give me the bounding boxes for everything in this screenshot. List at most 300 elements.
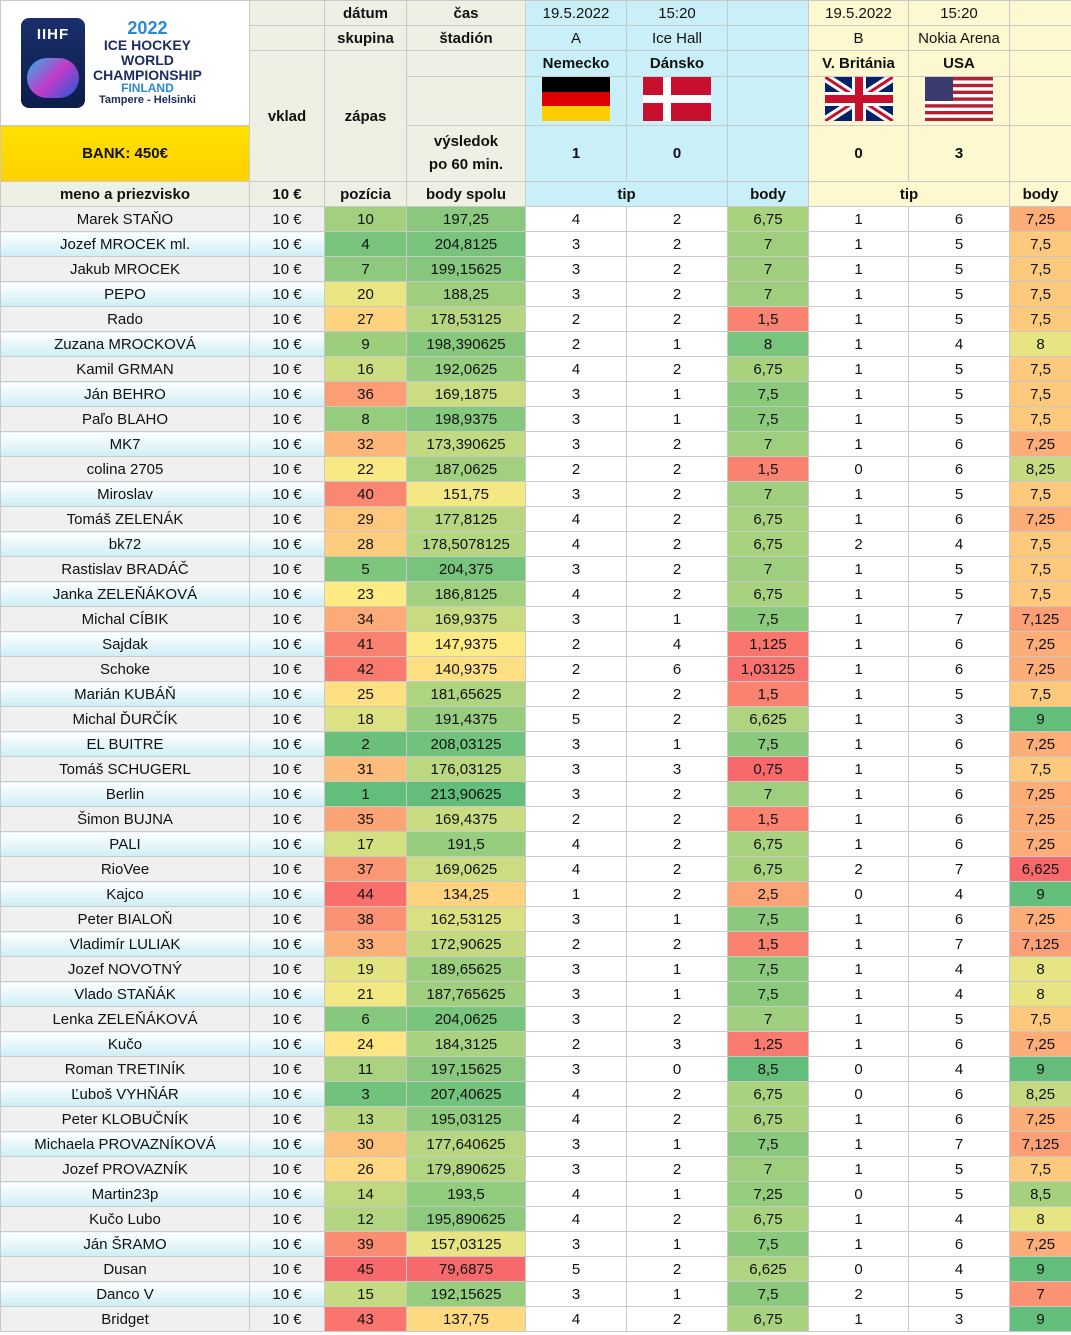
tip-match1-home: 3 xyxy=(526,282,627,307)
tip-match1-away: 2 xyxy=(627,207,728,232)
tip-match1-home: 3 xyxy=(526,957,627,982)
tip-match2-home: 1 xyxy=(809,407,909,432)
tip-match1-home: 3 xyxy=(526,982,627,1007)
tip-match2-away: 6 xyxy=(909,432,1010,457)
bank-total: BANK: 450€ xyxy=(1,126,250,182)
tip-match1-home: 2 xyxy=(526,682,627,707)
usa-flag-icon xyxy=(925,77,993,121)
points-match1: 6,75 xyxy=(728,1207,809,1232)
player-position: 10 xyxy=(325,207,407,232)
tip-match1-home: 2 xyxy=(526,932,627,957)
tip-match2-away: 6 xyxy=(909,657,1010,682)
player-total-points: 151,75 xyxy=(407,482,526,507)
tip-match2-away: 3 xyxy=(909,707,1010,732)
player-stake: 10 € xyxy=(250,707,325,732)
table-row xyxy=(1,782,1071,807)
points-match2: 7,25 xyxy=(1010,657,1071,682)
points-match2: 7,25 xyxy=(1010,782,1071,807)
tip-match2-home: 2 xyxy=(809,532,909,557)
player-name: Jozef PROVAZNÍK xyxy=(1,1157,250,1182)
points-match2: 7,25 xyxy=(1010,1232,1071,1257)
player-position: 17 xyxy=(325,832,407,857)
points-match1: 7 xyxy=(728,282,809,307)
logo-cities: Tampere - Helsinki xyxy=(98,94,196,106)
points-match2: 7,25 xyxy=(1010,807,1071,832)
tip-match1-away: 2 xyxy=(627,932,728,957)
tip-match1-away: 1 xyxy=(627,407,728,432)
tip-match1-away: 2 xyxy=(627,357,728,382)
points-match1: 6,75 xyxy=(728,357,809,382)
empty-cell xyxy=(728,126,809,182)
tip-match2-home: 0 xyxy=(809,1057,909,1082)
points-match2: 7,5 xyxy=(1010,407,1071,432)
table-row xyxy=(1,1182,1071,1207)
tip-match1-home: 3 xyxy=(526,607,627,632)
uk-flag-icon xyxy=(825,77,893,121)
points-match1: 7,5 xyxy=(728,907,809,932)
match1-date: 19.5.2022 xyxy=(526,1,627,26)
points-match2: 7,25 xyxy=(1010,1032,1071,1057)
denmark-flag-cell xyxy=(627,77,728,126)
tip-match2-home: 1 xyxy=(809,907,909,932)
tip-match1-home: 3 xyxy=(526,1157,627,1182)
player-stake: 10 € xyxy=(250,357,325,382)
tip-match1-home: 3 xyxy=(526,1007,627,1032)
player-stake: 10 € xyxy=(250,657,325,682)
player-name: MK7 xyxy=(1,432,250,457)
empty-cell xyxy=(1010,77,1071,126)
tip-match1-home: 3 xyxy=(526,232,627,257)
points-match1: 7,5 xyxy=(728,1232,809,1257)
player-stake: 10 € xyxy=(250,1282,325,1307)
player-position: 40 xyxy=(325,482,407,507)
player-total-points: 195,890625 xyxy=(407,1207,526,1232)
tip-match1-away: 2 xyxy=(627,507,728,532)
table-row xyxy=(1,1132,1071,1157)
player-stake: 10 € xyxy=(250,632,325,657)
points-match2: 7,5 xyxy=(1010,757,1071,782)
player-total-points: 169,4375 xyxy=(407,807,526,832)
tip-match2-away: 6 xyxy=(909,207,1010,232)
player-name: Vlado STAŇÁK xyxy=(1,982,250,1007)
empty-cell xyxy=(728,77,809,126)
player-position: 44 xyxy=(325,882,407,907)
table-row xyxy=(1,1282,1071,1307)
table-row xyxy=(1,207,1071,232)
empty-cell xyxy=(728,1,809,26)
match1-home-team: Nemecko xyxy=(526,51,627,77)
player-name: Šimon BUJNA xyxy=(1,807,250,832)
player-total-points: 177,640625 xyxy=(407,1132,526,1157)
tip-match1-home: 4 xyxy=(526,1107,627,1132)
tip-match1-away: 2 xyxy=(627,1107,728,1132)
points-match1: 7,25 xyxy=(728,1182,809,1207)
player-name: Kajco xyxy=(1,882,250,907)
table-row xyxy=(1,482,1071,507)
player-position: 41 xyxy=(325,632,407,657)
column-body-spolu: body spolu xyxy=(407,182,526,207)
match2-home-score: 0 xyxy=(809,126,909,182)
tip-match1-away: 2 xyxy=(627,257,728,282)
player-stake: 10 € xyxy=(250,932,325,957)
player-name: Marek STAŇO xyxy=(1,207,250,232)
player-total-points: 179,890625 xyxy=(407,1157,526,1182)
player-name: Tomáš ZELENÁK xyxy=(1,507,250,532)
player-name: Vladimír LULIAK xyxy=(1,932,250,957)
iihf-badge-icon xyxy=(21,18,85,108)
player-stake: 10 € xyxy=(250,957,325,982)
tip-match2-home: 1 xyxy=(809,1132,909,1157)
points-match1: 1,03125 xyxy=(728,657,809,682)
tip-match1-home: 2 xyxy=(526,307,627,332)
tip-match1-away: 3 xyxy=(627,1032,728,1057)
table-row xyxy=(1,407,1071,432)
player-total-points: 181,65625 xyxy=(407,682,526,707)
tip-match1-home: 5 xyxy=(526,1257,627,1282)
empty-cell xyxy=(407,51,526,77)
points-match2: 7,5 xyxy=(1010,532,1071,557)
match2-away-score: 3 xyxy=(909,126,1010,182)
tip-match1-away: 2 xyxy=(627,857,728,882)
player-stake: 10 € xyxy=(250,1157,325,1182)
tip-match1-away: 2 xyxy=(627,782,728,807)
player-position: 37 xyxy=(325,857,407,882)
tip-match1-home: 2 xyxy=(526,457,627,482)
match2-home-team: V. Británia xyxy=(809,51,909,77)
match1-home-score: 1 xyxy=(526,126,627,182)
points-match1: 6,75 xyxy=(728,832,809,857)
tip-match2-away: 6 xyxy=(909,1082,1010,1107)
points-match1: 7,5 xyxy=(728,1132,809,1157)
player-name: RioVee xyxy=(1,857,250,882)
player-position: 18 xyxy=(325,707,407,732)
empty-cell xyxy=(250,1,325,26)
tip-match2-home: 0 xyxy=(809,457,909,482)
player-total-points: 147,9375 xyxy=(407,632,526,657)
points-match1: 6,75 xyxy=(728,582,809,607)
tip-match2-home: 1 xyxy=(809,432,909,457)
points-match1: 1,25 xyxy=(728,1032,809,1057)
player-position: 24 xyxy=(325,1032,407,1057)
points-match1: 1,5 xyxy=(728,457,809,482)
tip-match2-away: 5 xyxy=(909,1157,1010,1182)
table-row xyxy=(1,307,1071,332)
player-stake: 10 € xyxy=(250,557,325,582)
tip-match2-away: 7 xyxy=(909,1132,1010,1157)
points-match2: 7,5 xyxy=(1010,482,1071,507)
table-row xyxy=(1,957,1071,982)
tip-match2-home: 0 xyxy=(809,1082,909,1107)
points-match1: 7,5 xyxy=(728,732,809,757)
points-match1: 7 xyxy=(728,782,809,807)
player-name: Jakub MROCEK xyxy=(1,257,250,282)
player-stake: 10 € xyxy=(250,507,325,532)
tip-match2-home: 1 xyxy=(809,1157,909,1182)
player-position: 12 xyxy=(325,1207,407,1232)
player-stake: 10 € xyxy=(250,732,325,757)
table-row xyxy=(1,1057,1071,1082)
tip-match1-away: 1 xyxy=(627,607,728,632)
player-stake: 10 € xyxy=(250,832,325,857)
points-match2: 7,5 xyxy=(1010,1007,1071,1032)
tip-match1-away: 1 xyxy=(627,332,728,357)
player-position: 6 xyxy=(325,1007,407,1032)
tip-match2-home: 0 xyxy=(809,882,909,907)
tip-match1-away: 2 xyxy=(627,457,728,482)
tip-match2-home: 1 xyxy=(809,332,909,357)
player-position: 34 xyxy=(325,607,407,632)
points-match2: 7,125 xyxy=(1010,932,1071,957)
player-stake: 10 € xyxy=(250,807,325,832)
tip-match1-home: 3 xyxy=(526,1057,627,1082)
player-name: Rado xyxy=(1,307,250,332)
points-match1: 7 xyxy=(728,557,809,582)
tip-match2-away: 6 xyxy=(909,907,1010,932)
tip-match1-home: 4 xyxy=(526,1182,627,1207)
table-row xyxy=(1,1157,1071,1182)
points-match2: 7,25 xyxy=(1010,1107,1071,1132)
player-name: Dusan xyxy=(1,1257,250,1282)
player-stake: 10 € xyxy=(250,257,325,282)
points-match1: 0,75 xyxy=(728,757,809,782)
tip-match2-away: 5 xyxy=(909,282,1010,307)
tip-match1-home: 3 xyxy=(526,1282,627,1307)
player-name: Rastislav BRADÁČ xyxy=(1,557,250,582)
player-total-points: 169,1875 xyxy=(407,382,526,407)
player-total-points: 199,15625 xyxy=(407,257,526,282)
tip-match2-away: 7 xyxy=(909,932,1010,957)
tip-match2-away: 6 xyxy=(909,832,1010,857)
player-name: Danco V xyxy=(1,1282,250,1307)
points-match1: 1,5 xyxy=(728,807,809,832)
player-stake: 10 € xyxy=(250,757,325,782)
player-stake: 10 € xyxy=(250,857,325,882)
player-stake: 10 € xyxy=(250,682,325,707)
tip-match1-home: 4 xyxy=(526,582,627,607)
player-stake: 10 € xyxy=(250,207,325,232)
player-total-points: 198,9375 xyxy=(407,407,526,432)
player-stake: 10 € xyxy=(250,432,325,457)
player-name: colina 2705 xyxy=(1,457,250,482)
table-row xyxy=(1,1107,1071,1132)
player-stake: 10 € xyxy=(250,307,325,332)
player-position: 14 xyxy=(325,1182,407,1207)
player-name: Janka ZELEŇÁKOVÁ xyxy=(1,582,250,607)
tip-match1-home: 4 xyxy=(526,1207,627,1232)
points-match2: 8,25 xyxy=(1010,1082,1071,1107)
player-name: Schoke xyxy=(1,657,250,682)
tip-match2-home: 1 xyxy=(809,307,909,332)
tip-match2-home: 1 xyxy=(809,757,909,782)
player-total-points: 193,5 xyxy=(407,1182,526,1207)
empty-cell xyxy=(1010,51,1071,77)
player-total-points: 162,53125 xyxy=(407,907,526,932)
tip-match1-away: 1 xyxy=(627,1182,728,1207)
points-match1: 7 xyxy=(728,1157,809,1182)
tip-match1-away: 2 xyxy=(627,807,728,832)
player-total-points: 188,25 xyxy=(407,282,526,307)
points-match1: 6,75 xyxy=(728,857,809,882)
header-cas: čas xyxy=(407,1,526,26)
tip-match2-away: 5 xyxy=(909,257,1010,282)
table-row xyxy=(1,1232,1071,1257)
player-name: Kamil GRMAN xyxy=(1,357,250,382)
points-match1: 6,75 xyxy=(728,532,809,557)
points-match2: 7,5 xyxy=(1010,357,1071,382)
player-stake: 10 € xyxy=(250,1307,325,1332)
player-total-points: 186,8125 xyxy=(407,582,526,607)
player-name: Tomáš SCHUGERL xyxy=(1,757,250,782)
tip-match2-home: 1 xyxy=(809,957,909,982)
points-match1: 8,5 xyxy=(728,1057,809,1082)
tip-match2-away: 4 xyxy=(909,982,1010,1007)
player-total-points: 173,390625 xyxy=(407,432,526,457)
player-stake: 10 € xyxy=(250,1207,325,1232)
header-vklad: vklad xyxy=(250,51,325,182)
points-match2: 8 xyxy=(1010,982,1071,1007)
tip-match2-home: 1 xyxy=(809,1032,909,1057)
empty-cell xyxy=(1010,126,1071,182)
player-name: PALI xyxy=(1,832,250,857)
points-match1: 7 xyxy=(728,232,809,257)
tip-match1-away: 4 xyxy=(627,632,728,657)
points-match1: 7,5 xyxy=(728,407,809,432)
player-position: 2 xyxy=(325,732,407,757)
player-stake: 10 € xyxy=(250,982,325,1007)
player-position: 7 xyxy=(325,257,407,282)
logo-line2: WORLD xyxy=(121,52,174,69)
points-match1: 6,75 xyxy=(728,207,809,232)
tip-match2-away: 5 xyxy=(909,232,1010,257)
points-match2: 9 xyxy=(1010,707,1071,732)
player-name: Sajdak xyxy=(1,632,250,657)
table-row xyxy=(1,882,1071,907)
points-match1: 7 xyxy=(728,1007,809,1032)
header-zapas: zápas xyxy=(325,51,407,182)
tip-match1-home: 4 xyxy=(526,1082,627,1107)
tip-match1-away: 2 xyxy=(627,1157,728,1182)
points-match1: 6,625 xyxy=(728,1257,809,1282)
match2-time: 15:20 xyxy=(909,1,1010,26)
table-row xyxy=(1,1257,1071,1282)
player-stake: 10 € xyxy=(250,332,325,357)
tip-match1-away: 2 xyxy=(627,557,728,582)
tip-match2-away: 7 xyxy=(909,857,1010,882)
table-row xyxy=(1,382,1071,407)
tip-match1-away: 2 xyxy=(627,282,728,307)
player-total-points: 178,53125 xyxy=(407,307,526,332)
table-row xyxy=(1,432,1071,457)
tip-match1-home: 2 xyxy=(526,657,627,682)
player-total-points: 176,03125 xyxy=(407,757,526,782)
tip-match1-home: 4 xyxy=(526,507,627,532)
player-stake: 10 € xyxy=(250,532,325,557)
tip-match2-away: 5 xyxy=(909,482,1010,507)
tip-match1-home: 3 xyxy=(526,1132,627,1157)
tip-match1-away: 2 xyxy=(627,232,728,257)
table-row xyxy=(1,1307,1071,1332)
tip-match1-away: 1 xyxy=(627,1132,728,1157)
tip-match2-home: 1 xyxy=(809,1207,909,1232)
points-match2: 7,5 xyxy=(1010,682,1071,707)
tip-match1-home: 4 xyxy=(526,832,627,857)
tip-match2-home: 1 xyxy=(809,557,909,582)
table-row xyxy=(1,607,1071,632)
tip-match2-home: 1 xyxy=(809,657,909,682)
tip-match2-home: 1 xyxy=(809,782,909,807)
points-match1: 7 xyxy=(728,432,809,457)
points-match2: 7,125 xyxy=(1010,607,1071,632)
tip-match2-home: 1 xyxy=(809,482,909,507)
player-total-points: 140,9375 xyxy=(407,657,526,682)
player-stake: 10 € xyxy=(250,1232,325,1257)
player-total-points: 184,3125 xyxy=(407,1032,526,1057)
tip-match2-home: 1 xyxy=(809,1232,909,1257)
player-position: 38 xyxy=(325,907,407,932)
player-stake: 10 € xyxy=(250,382,325,407)
tip-match2-away: 4 xyxy=(909,332,1010,357)
column-vklad-value: 10 € xyxy=(250,182,325,207)
player-total-points: 134,25 xyxy=(407,882,526,907)
player-position: 32 xyxy=(325,432,407,457)
points-match2: 7,5 xyxy=(1010,282,1071,307)
points-match2: 7,5 xyxy=(1010,257,1071,282)
player-stake: 10 € xyxy=(250,907,325,932)
player-name: Kučo xyxy=(1,1032,250,1057)
tip-match2-away: 5 xyxy=(909,1282,1010,1307)
player-position: 16 xyxy=(325,357,407,382)
points-match2: 9 xyxy=(1010,1307,1071,1332)
tip-match2-away: 6 xyxy=(909,807,1010,832)
tip-match2-home: 1 xyxy=(809,257,909,282)
tip-match2-home: 2 xyxy=(809,857,909,882)
player-position: 26 xyxy=(325,1157,407,1182)
points-match1: 7 xyxy=(728,482,809,507)
player-total-points: 198,390625 xyxy=(407,332,526,357)
player-name: Michal ĎURČÍK xyxy=(1,707,250,732)
tip-match2-home: 1 xyxy=(809,232,909,257)
empty-cell xyxy=(728,51,809,77)
table-row xyxy=(1,807,1071,832)
tip-match2-away: 5 xyxy=(909,557,1010,582)
points-match2: 7,5 xyxy=(1010,1157,1071,1182)
player-position: 29 xyxy=(325,507,407,532)
tip-match1-home: 3 xyxy=(526,257,627,282)
table-row xyxy=(1,682,1071,707)
player-stake: 10 € xyxy=(250,1007,325,1032)
player-position: 31 xyxy=(325,757,407,782)
player-name: Martin23p xyxy=(1,1182,250,1207)
table-row xyxy=(1,257,1071,282)
player-total-points: 204,375 xyxy=(407,557,526,582)
tip-match1-away: 0 xyxy=(627,1057,728,1082)
tip-match1-home: 2 xyxy=(526,332,627,357)
points-match1: 2,5 xyxy=(728,882,809,907)
empty-cell xyxy=(407,77,526,126)
player-name: Bridget xyxy=(1,1307,250,1332)
player-stake: 10 € xyxy=(250,782,325,807)
player-total-points: 172,90625 xyxy=(407,932,526,957)
player-total-points: 197,25 xyxy=(407,207,526,232)
points-match2: 9 xyxy=(1010,1257,1071,1282)
player-position: 39 xyxy=(325,1232,407,1257)
uk-flag-cell xyxy=(809,77,909,126)
tip-match2-away: 5 xyxy=(909,582,1010,607)
player-name: Roman TRETINÍK xyxy=(1,1057,250,1082)
player-name: EL BUITRE xyxy=(1,732,250,757)
table-row xyxy=(1,832,1071,857)
player-stake: 10 € xyxy=(250,1107,325,1132)
